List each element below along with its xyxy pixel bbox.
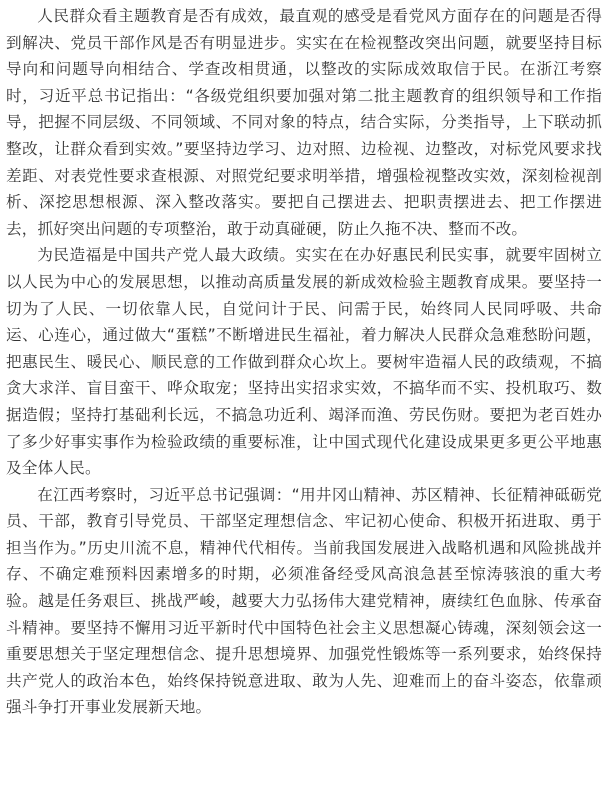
paragraph-people-welfare: 为民造福是中国共产党人最大政绩。实实在在办好惠民利民实事，就要牢固树立以人民为中心的发展思想，以推动高质量发展的新成效检验主题教育成果。要坚持一切为了人民、一切依靠人民，自觉问计于民、问需于民，始终同人民同呼吸、共命运、心连心，通过做大“蛋糕”不断增进民生福祉，着力解决人民群众急难愁盼问题，把惠民生、暖民心、顺民意的工作做到群众心坎上。要树牢造福人民的政绩观，不搞贪大求洋、盲目蛮干、哗众取宠；坚持出实招求实效，不搞华而不实、投机取巧、数据造假；坚持打基础利长远，不搞急功近利、竭泽而渔、劳民伤财。要把为老百姓办了多少好事实事作为检验政绩的重要标准，让中国式现代化建设成果更多更公平地惠及全体人民。 [6,246,602,478]
article-body [6,3,602,721]
paragraph-rectification: 人民群众看主题教育是否有成效，最直观的感受是看党风方面存在的问题是否得到解决、党员干部作风是否有明显进步。实实在在检视整改突出问题，就要坚持目标导向和问题导向相结合、学查改相贯通，以整改的实际成效取信于民。在浙江考察时，习近平总书记指出：“各级党组织要加强对第二批主题教育的组织领导和工作指导，把握不同层级、不同领域、不同对象的特点，结合实际，分类指导，上下联动抓整改，让群众看到实效。”要坚持边学习、边对照、边检视、边整改，对标党风要求找差距、对表党性要求查根源、对照党纪要求明举措，增强检视整改实效，深刻检视剖析、深挖思想根源、深入整改落实。要把自己摆进去、把职责摆进去、把工作摆进去，抓好突出问题的专项整治，敢于动真碰硬，防止久拖不决、整而不改。 [6,7,602,238]
paragraph-jiangxi-spirit: 在江西考察时，习近平总书记强调：“用井冈山精神、苏区精神、长征精神砥砺党员、干部，教育引导党员、干部坚定理想信念、牢记初心使命、积极开拓进取、勇于担当作为。”历史川流不息，精神代代相传。当前我国发展进入战略机遇和风险挑战并存、不确定难预料因素增多的时期，必须准备经受风高浪急甚至惊涛骇浪的重大考验。越是任务艰巨、挑战严峻，越要大力弘扬伟大建党精神，赓续红色血脉、传承奋斗精神。要坚持不懈用习近平新时代中国特色社会主义思想凝心铸魂，深刻领会这一重要思想关于坚定理想信念、提升思想境界、加强党性锻炼等一系列要求，始终保持共产党人的政治本色，始终保持锐意进取、敢为人先、迎难而上的奋斗姿态，依靠顽强斗争打开事业发展新天地。 [6,485,602,717]
